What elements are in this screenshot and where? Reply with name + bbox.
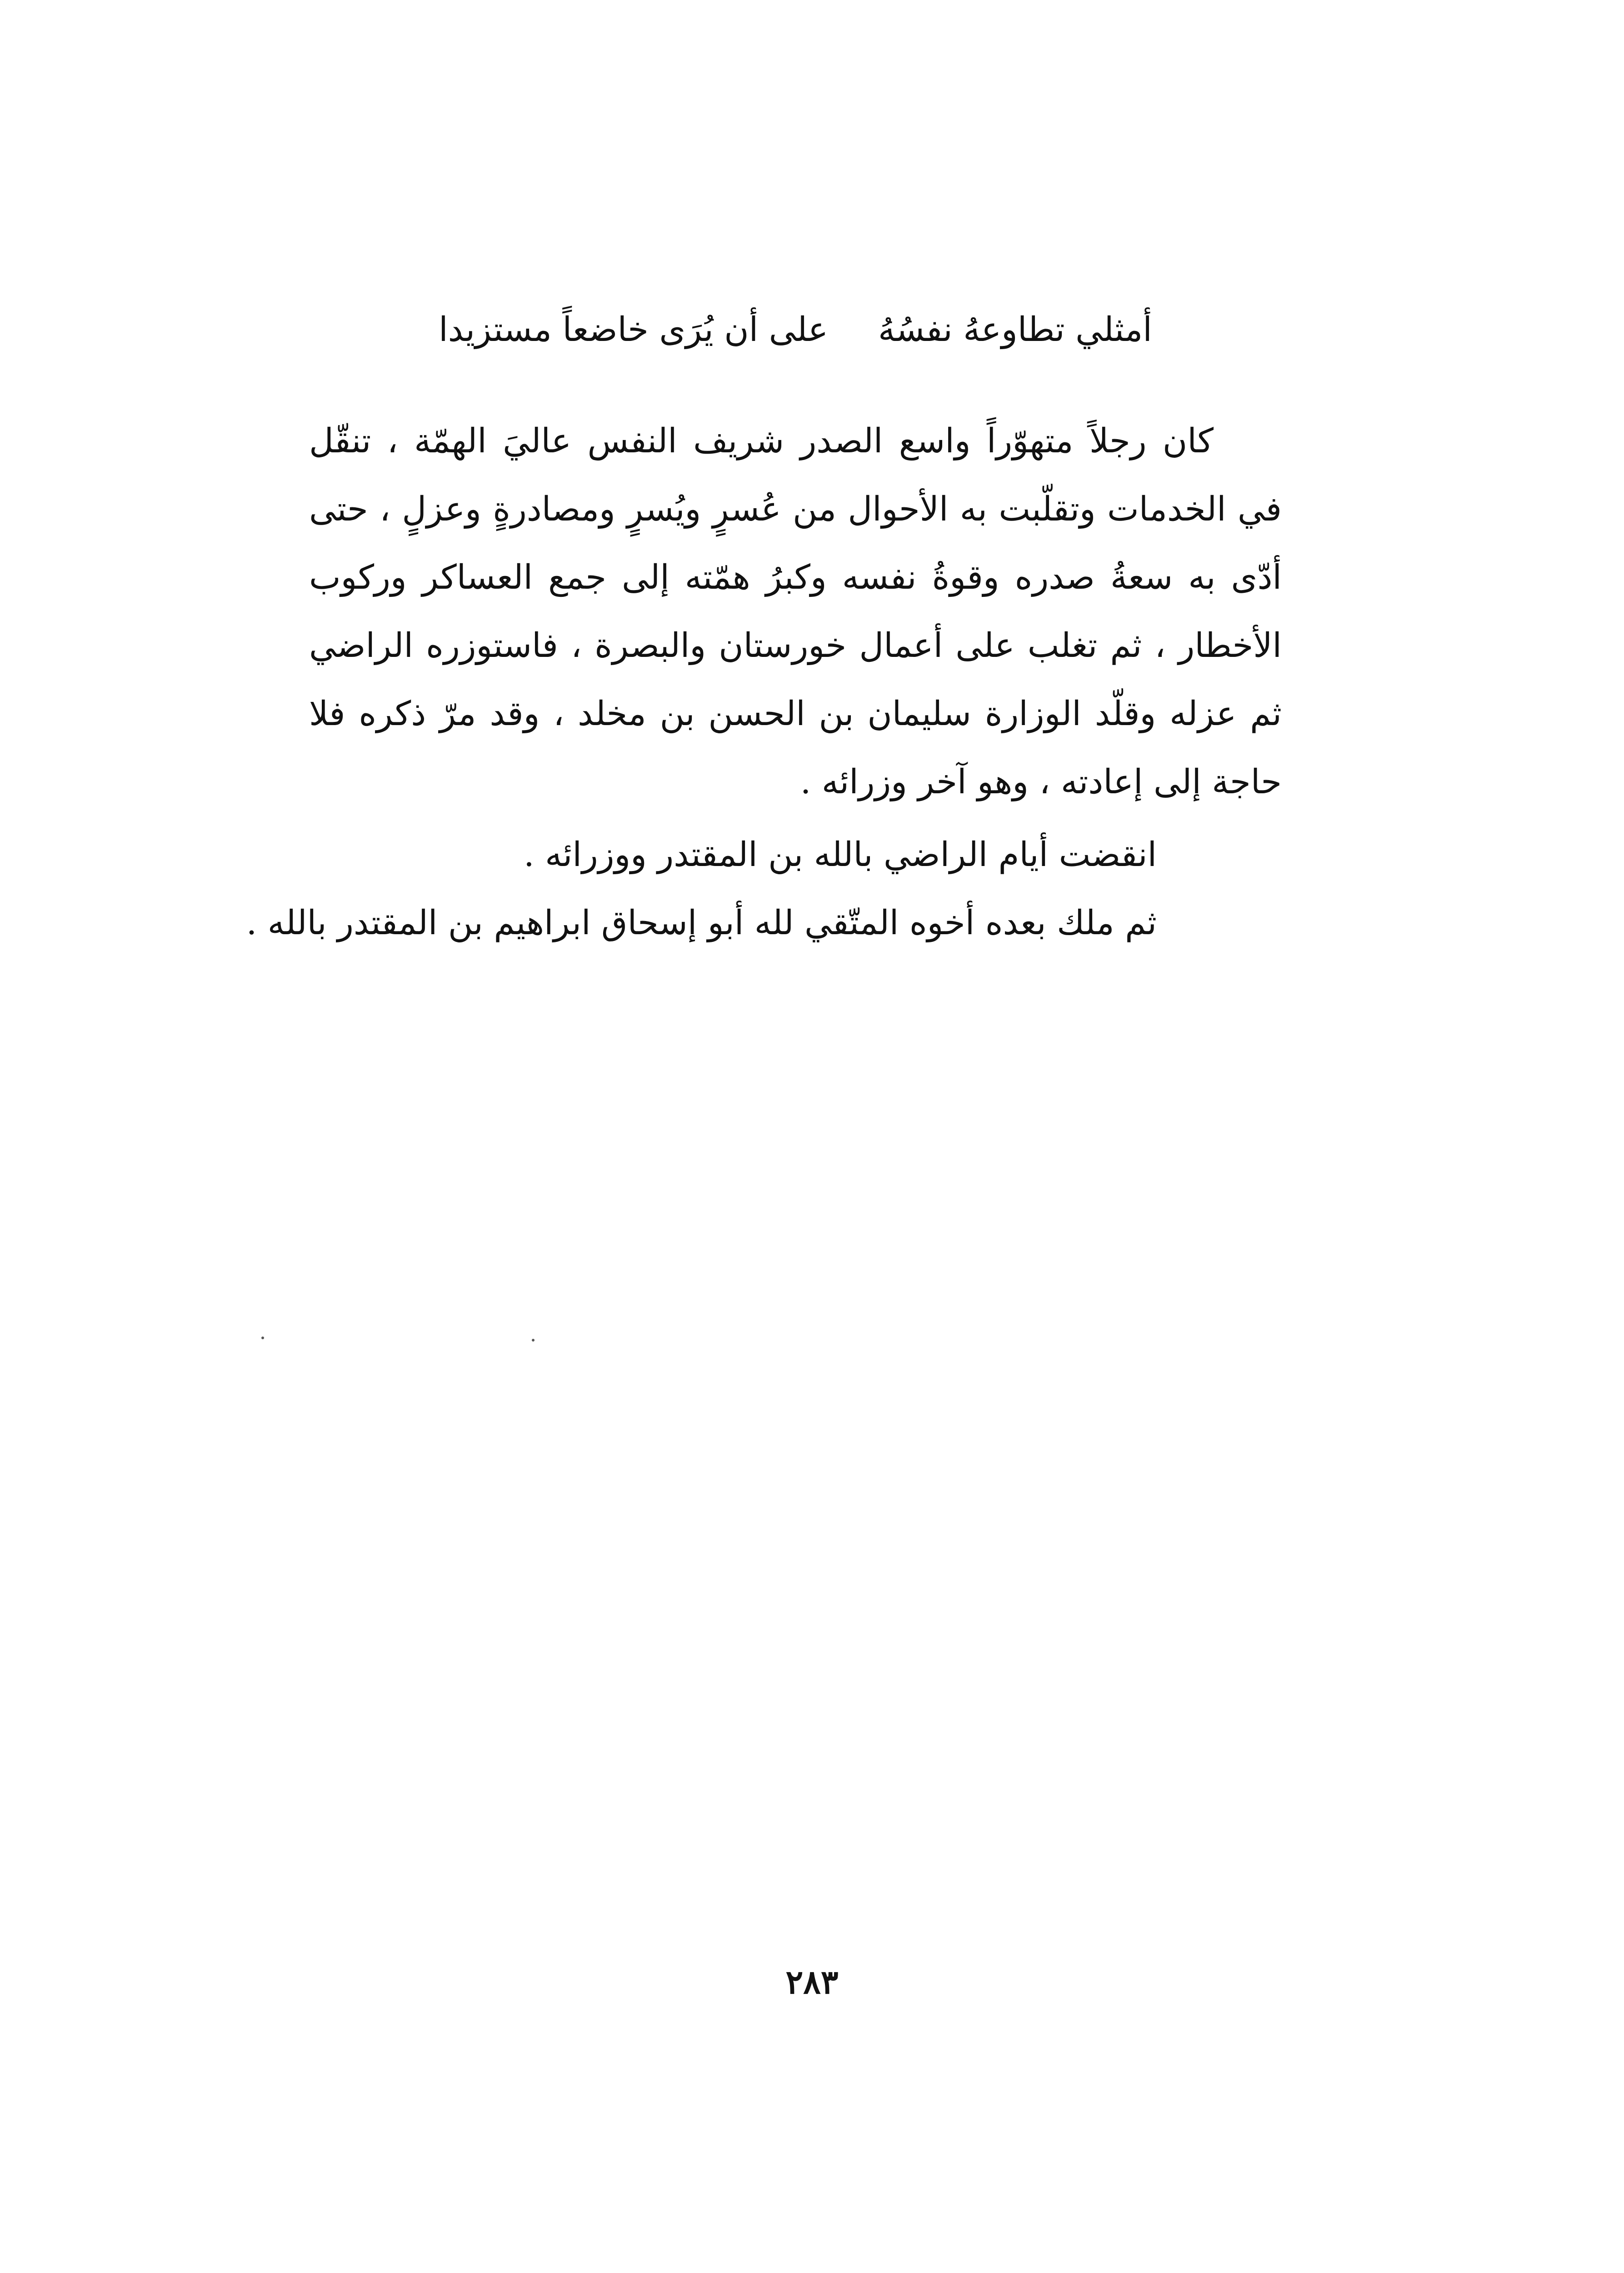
verse-first-hemistich: أمثلي تطاوعهُ نفسُهُ [878, 310, 1152, 349]
verse-second-hemistich: على أن يُرَى خاضعاً مستزيدا [439, 310, 828, 349]
page-number: ٢٨٣ [785, 1963, 839, 2001]
reign-end-line: انقضت أيام الراضي بالله بن المقتدر ووزرائه . [524, 835, 1157, 874]
scan-speck [532, 1339, 535, 1342]
body-paragraph [309, 407, 1282, 816]
poetry-verse [309, 302, 1282, 357]
body-paragraph-text: كان رجلاً متهوّراً واسع الصدر شريف النفس عاليَ الهمّة ، تنقّل في الخدمات وتقلّبت به الأحوال من عُسرٍ ويُسرٍ ومصادرةٍ وعزلٍ ، حتى أدّى به سعةُ صدره وقوةُ نفسه وكبرُ همّته إلى جمع العساكر وركوب الأخطار ، ثم تغلب على أعمال خورستان والبصرة ، فاستوزره الراضي ثم عزله وقلّد الوزارة سليمان بن الحسن بن مخلد ، وقد مرّ ذكره فلا حاجة إلى إعادته ، وهو آخر وزرائه . [309, 421, 1282, 801]
scan-speck [261, 1337, 264, 1339]
succession-line: ثم ملك بعده أخوه المتّقي لله أبو إسحاق ابراهيم بن المقتدر بالله . [246, 903, 1157, 942]
